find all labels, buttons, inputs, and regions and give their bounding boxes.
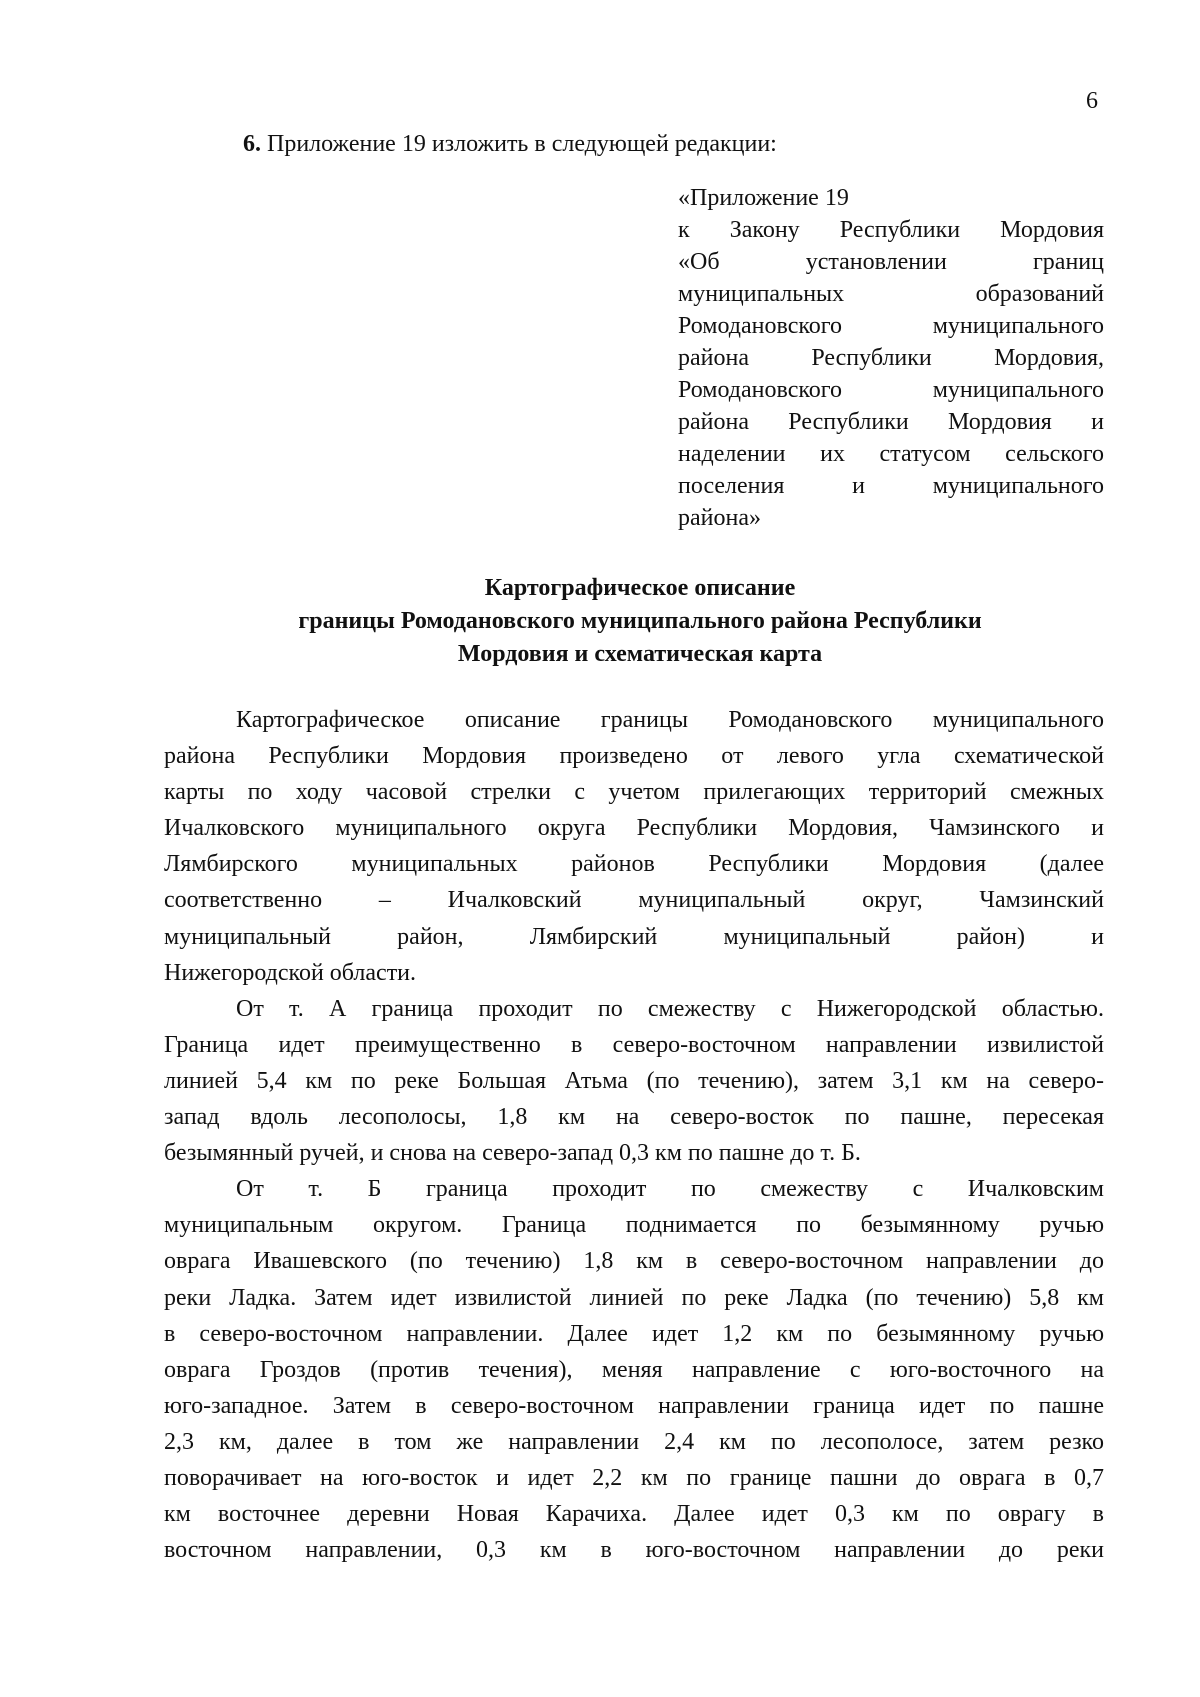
paragraph-line: оврага Ивашевского (по течению) 1,8 км в северо-восточном направлении до <box>164 1248 1104 1275</box>
paragraph-line: муниципальный район, Лямбирский муниципальный район) и <box>164 923 1104 950</box>
heading-line: Картографическое описание <box>484 575 796 601</box>
paragraph-line: поворачивает на юго-восток и идет 2,2 км по границе пашни до оврага в 0,7 <box>164 1464 1104 1491</box>
amendment-intro <box>243 128 777 160</box>
paragraph-line: юго-западное. Затем в северо-восточном направлении граница идет по пашне <box>164 1392 1104 1419</box>
paragraph-line: карты по ходу часовой стрелки с учетом прилегающих территорий смежных <box>164 779 1104 806</box>
appendix-line: района Республики Мордовия, <box>678 345 1104 371</box>
amendment-number: 6. <box>243 131 261 157</box>
paragraph-line: реки Ладка. Затем идет извилистой линией по реке Ладка (по течению) 5,8 км <box>164 1284 1104 1311</box>
appendix-line: района» <box>678 505 761 531</box>
paragraph-line: 2,3 км, далее в том же направлении 2,4 км по лесополосе, затем резко <box>164 1428 1104 1455</box>
appendix-line: поселения и муниципального <box>678 473 1104 499</box>
appendix-line: к Закону Республики Мордовия <box>678 217 1104 243</box>
page-number: 6 <box>1086 88 1098 114</box>
appendix-line: «Приложение 19 <box>678 185 849 211</box>
paragraph-line: От т. Б граница проходит по смежеству с Ичалковским <box>236 1176 1104 1203</box>
appendix-reference-block <box>678 182 1104 534</box>
paragraph-line: линией 5,4 км по реке Большая Атьма (по течению), затем 3,1 км на северо- <box>164 1067 1104 1094</box>
paragraph-line: Ичалковского муниципального округа Республики Мордовия, Чамзинского и <box>164 815 1104 842</box>
paragraph-line: Граница идет преимущественно в северо-восточном направлении извилистой <box>164 1031 1104 1058</box>
amendment-text: Приложение 19 изложить в следующей редакции: <box>261 131 777 157</box>
paragraph-line: км восточнее деревни Новая Карачиха. Далее идет 0,3 км по оврагу в <box>164 1501 1104 1528</box>
heading-line: Мордовия и схематическая карта <box>457 641 823 667</box>
paragraph-line: безымянный ручей, и снова на северо-запад 0,3 км по пашне до т. Б. <box>164 1140 861 1167</box>
appendix-line: Ромодановского муниципального <box>678 377 1104 403</box>
cartographic-description-text <box>164 702 1104 1568</box>
paragraph-line: соответственно – Ичалковский муниципальный округ, Чамзинский <box>164 887 1104 914</box>
appendix-line: Ромодановского муниципального <box>678 313 1104 339</box>
paragraph-line: в северо-восточном направлении. Далее идет 1,2 км по безымянному ручью <box>164 1320 1104 1347</box>
paragraph-line: района Республики Мордовия произведено от левого угла схематической <box>164 743 1104 770</box>
paragraph-line: От т. А граница проходит по смежеству с Нижегородской областью. <box>236 995 1104 1022</box>
paragraph-line: восточном направлении, 0,3 км в юго-восточном направлении до реки <box>164 1537 1104 1564</box>
paragraph-line: муниципальным округом. Граница поднимается по безымянному ручью <box>164 1212 1104 1239</box>
appendix-line: наделении их статусом сельского <box>678 441 1104 467</box>
paragraph-line: Нижегородской области. <box>164 959 417 986</box>
appendix-line: района Республики Мордовия и <box>678 409 1104 435</box>
appendix-line: муниципальных образований <box>678 281 1104 307</box>
paragraph-line: Картографическое описание границы Ромодановского муниципального <box>236 707 1104 733</box>
paragraph-line: оврага Гроздов (против течения), меняя направление с юго-восточного на <box>164 1356 1104 1383</box>
appendix-line: «Об установлении границ <box>678 249 1104 275</box>
paragraph-line: Лямбирского муниципальных районов Республики Мордовия (далее <box>164 851 1104 878</box>
section-heading <box>160 572 1120 671</box>
heading-line: границы Ромодановского муниципального района Республики <box>298 608 982 634</box>
paragraph-line: запад вдоль лесополосы, 1,8 км на северо-восток по пашне, пересекая <box>164 1104 1104 1131</box>
